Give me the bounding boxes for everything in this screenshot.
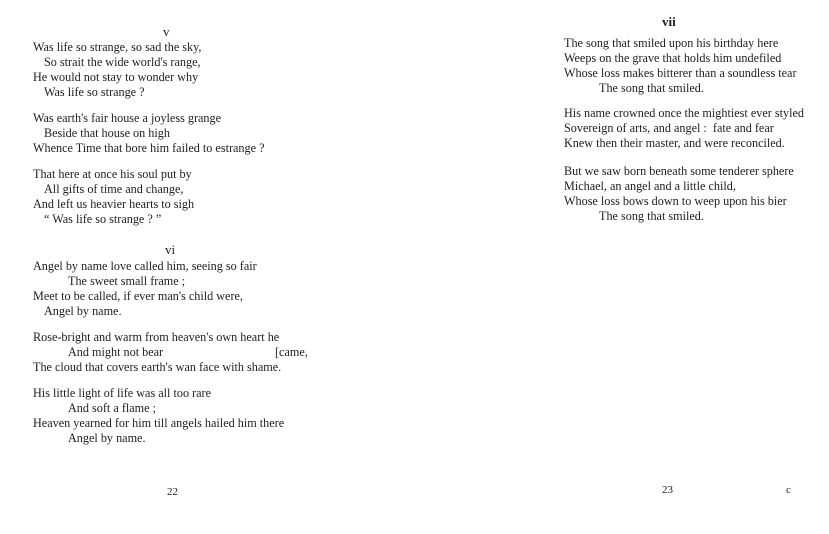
verse-line: So strait the wide world's range,: [44, 55, 201, 69]
left-page: [0, 0, 414, 534]
verse-line: His little light of life was all too rare: [33, 386, 212, 400]
turnover-word: [came,: [275, 345, 308, 359]
verse-line: The song that smiled upon his birthday here: [564, 36, 779, 50]
verse-line: Sovereign of arts, and angel : fate and fear: [564, 121, 774, 135]
verse-line: Weeps on the grave that holds him undefiled: [564, 51, 782, 65]
verse-line: The cloud that covers earth's wan face with shame.: [33, 360, 282, 374]
verse-line: Rose-bright and warm from heaven's own heart he: [33, 330, 280, 344]
verse-line: Was earth's fair house a joyless grange: [33, 111, 222, 125]
verse-line: Angel by name love called him, seeing so fair: [33, 259, 257, 273]
verse-line: Whose loss makes bitterer than a soundless tear: [564, 66, 797, 80]
section-heading-vi: vi: [165, 242, 176, 257]
verse-line: Angel by name.: [44, 304, 122, 318]
stanza: [33, 330, 308, 375]
verse-line: And might not bear: [68, 345, 164, 359]
stanza: [33, 259, 257, 319]
verse-line: Knew then their master, and were reconciled.: [564, 136, 785, 150]
verse-line: Was life so strange, so sad the sky,: [33, 40, 202, 54]
verse-line: And soft a flame ;: [68, 401, 156, 415]
verse-line: The song that smiled.: [599, 81, 704, 95]
verse-line: His name crowned once the mightiest ever styled: [564, 106, 804, 120]
verse-line: He would not stay to wonder why: [33, 70, 199, 84]
stanza: [564, 106, 804, 151]
verse-line: Heaven yearned for him till angels hailed him there: [33, 416, 285, 430]
right-page: [414, 0, 829, 534]
stanza: [564, 164, 794, 224]
verse-line: Beside that house on high: [44, 126, 170, 140]
page-number: 23: [662, 484, 673, 496]
stanza: [33, 386, 284, 446]
verse-line: That here at once his soul put by: [33, 167, 192, 181]
verse-line: Michael, an angel and a little child,: [564, 179, 736, 193]
verse-line: Meet to be called, if ever man's child were,: [33, 289, 243, 303]
page-number: 22: [167, 486, 178, 498]
verse-line: Was life so strange ?: [44, 85, 145, 99]
stanza: [33, 167, 194, 227]
section-heading-vii: vii: [662, 14, 676, 29]
stanza: [33, 111, 265, 156]
verse-line: “ Was life so strange ? ”: [44, 212, 162, 226]
verse-line: And left us heavier hearts to sigh: [33, 197, 195, 211]
verse-line: The sweet small frame ;: [68, 274, 186, 288]
verse-line-with-turnover: [33, 345, 308, 360]
stanza: [564, 36, 797, 96]
section-heading-v: v: [163, 24, 170, 39]
verse-line: Angel by name.: [68, 431, 146, 445]
signature-mark: c: [786, 484, 791, 496]
verse-line: All gifts of time and change,: [44, 182, 184, 196]
stanza: [33, 40, 201, 100]
verse-line: The song that smiled.: [599, 209, 704, 223]
verse-line: Whence Time that bore him failed to estrange ?: [33, 141, 265, 155]
verse-line: Whose loss bows down to weep upon his bier: [564, 194, 787, 208]
verse-line: But we saw born beneath some tenderer sphere: [564, 164, 794, 178]
